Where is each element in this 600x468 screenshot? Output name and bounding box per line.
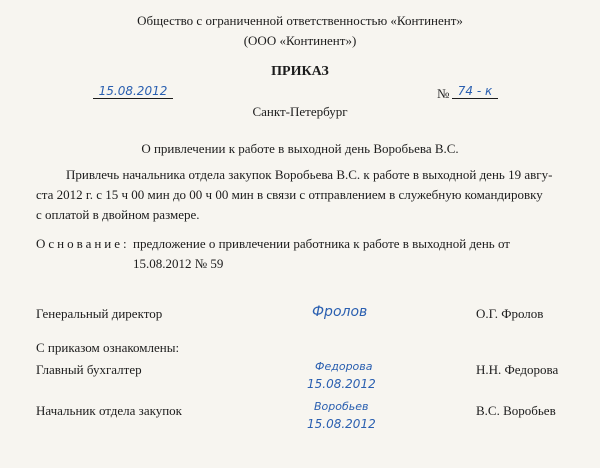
acquainted-label: С приказом ознакомлены: xyxy=(36,340,180,355)
director-title: Генеральный директор xyxy=(36,306,163,321)
order-date: 15.08.2012 xyxy=(93,84,173,99)
order-number-sign: № xyxy=(437,86,450,101)
director-signature: Фролов xyxy=(312,304,368,320)
org-full-name: Общество с ограниченной ответственностью «Континент» xyxy=(137,13,463,28)
accountant-title: Главный бухгалтер xyxy=(36,362,142,377)
order-subject: О привлечении к работе в выходной день Воробьева В.С. xyxy=(141,141,459,156)
accountant-signature: Федорова xyxy=(315,360,373,373)
basis-text-line-1: предложение о привлечении работника к работе в выходной день от xyxy=(133,236,510,251)
procurement-name: В.С. Воробьев xyxy=(476,403,556,418)
order-number: 74 - к xyxy=(452,84,498,99)
basis-label: Основание: xyxy=(36,236,130,251)
org-short-name: (ООО «Континент») xyxy=(243,33,357,48)
director-name: О.Г. Фролов xyxy=(476,306,544,321)
document-title: ПРИКАЗ xyxy=(271,64,329,79)
accountant-name: Н.Н. Федорова xyxy=(476,362,559,377)
procurement-title: Начальник отдела закупок xyxy=(36,403,182,418)
body-line-3: с оплатой в двойном размере. xyxy=(36,207,200,222)
basis-text-line-2: 15.08.2012 № 59 xyxy=(133,256,224,271)
procurement-sign-date: 15.08.2012 xyxy=(307,417,376,431)
body-line-1: Привлечь начальника отдела закупок Воробьева В.С. к работе в выходной день 19 авгу- xyxy=(66,167,553,182)
body-line-2: ста 2012 г. с 15 ч 00 мин до 00 ч 00 мин в связи с отправлением в служебную командировку xyxy=(36,187,543,202)
accountant-sign-date: 15.08.2012 xyxy=(307,377,376,391)
order-city: Санкт-Петербург xyxy=(252,104,348,119)
procurement-signature: Воробьев xyxy=(314,400,369,413)
